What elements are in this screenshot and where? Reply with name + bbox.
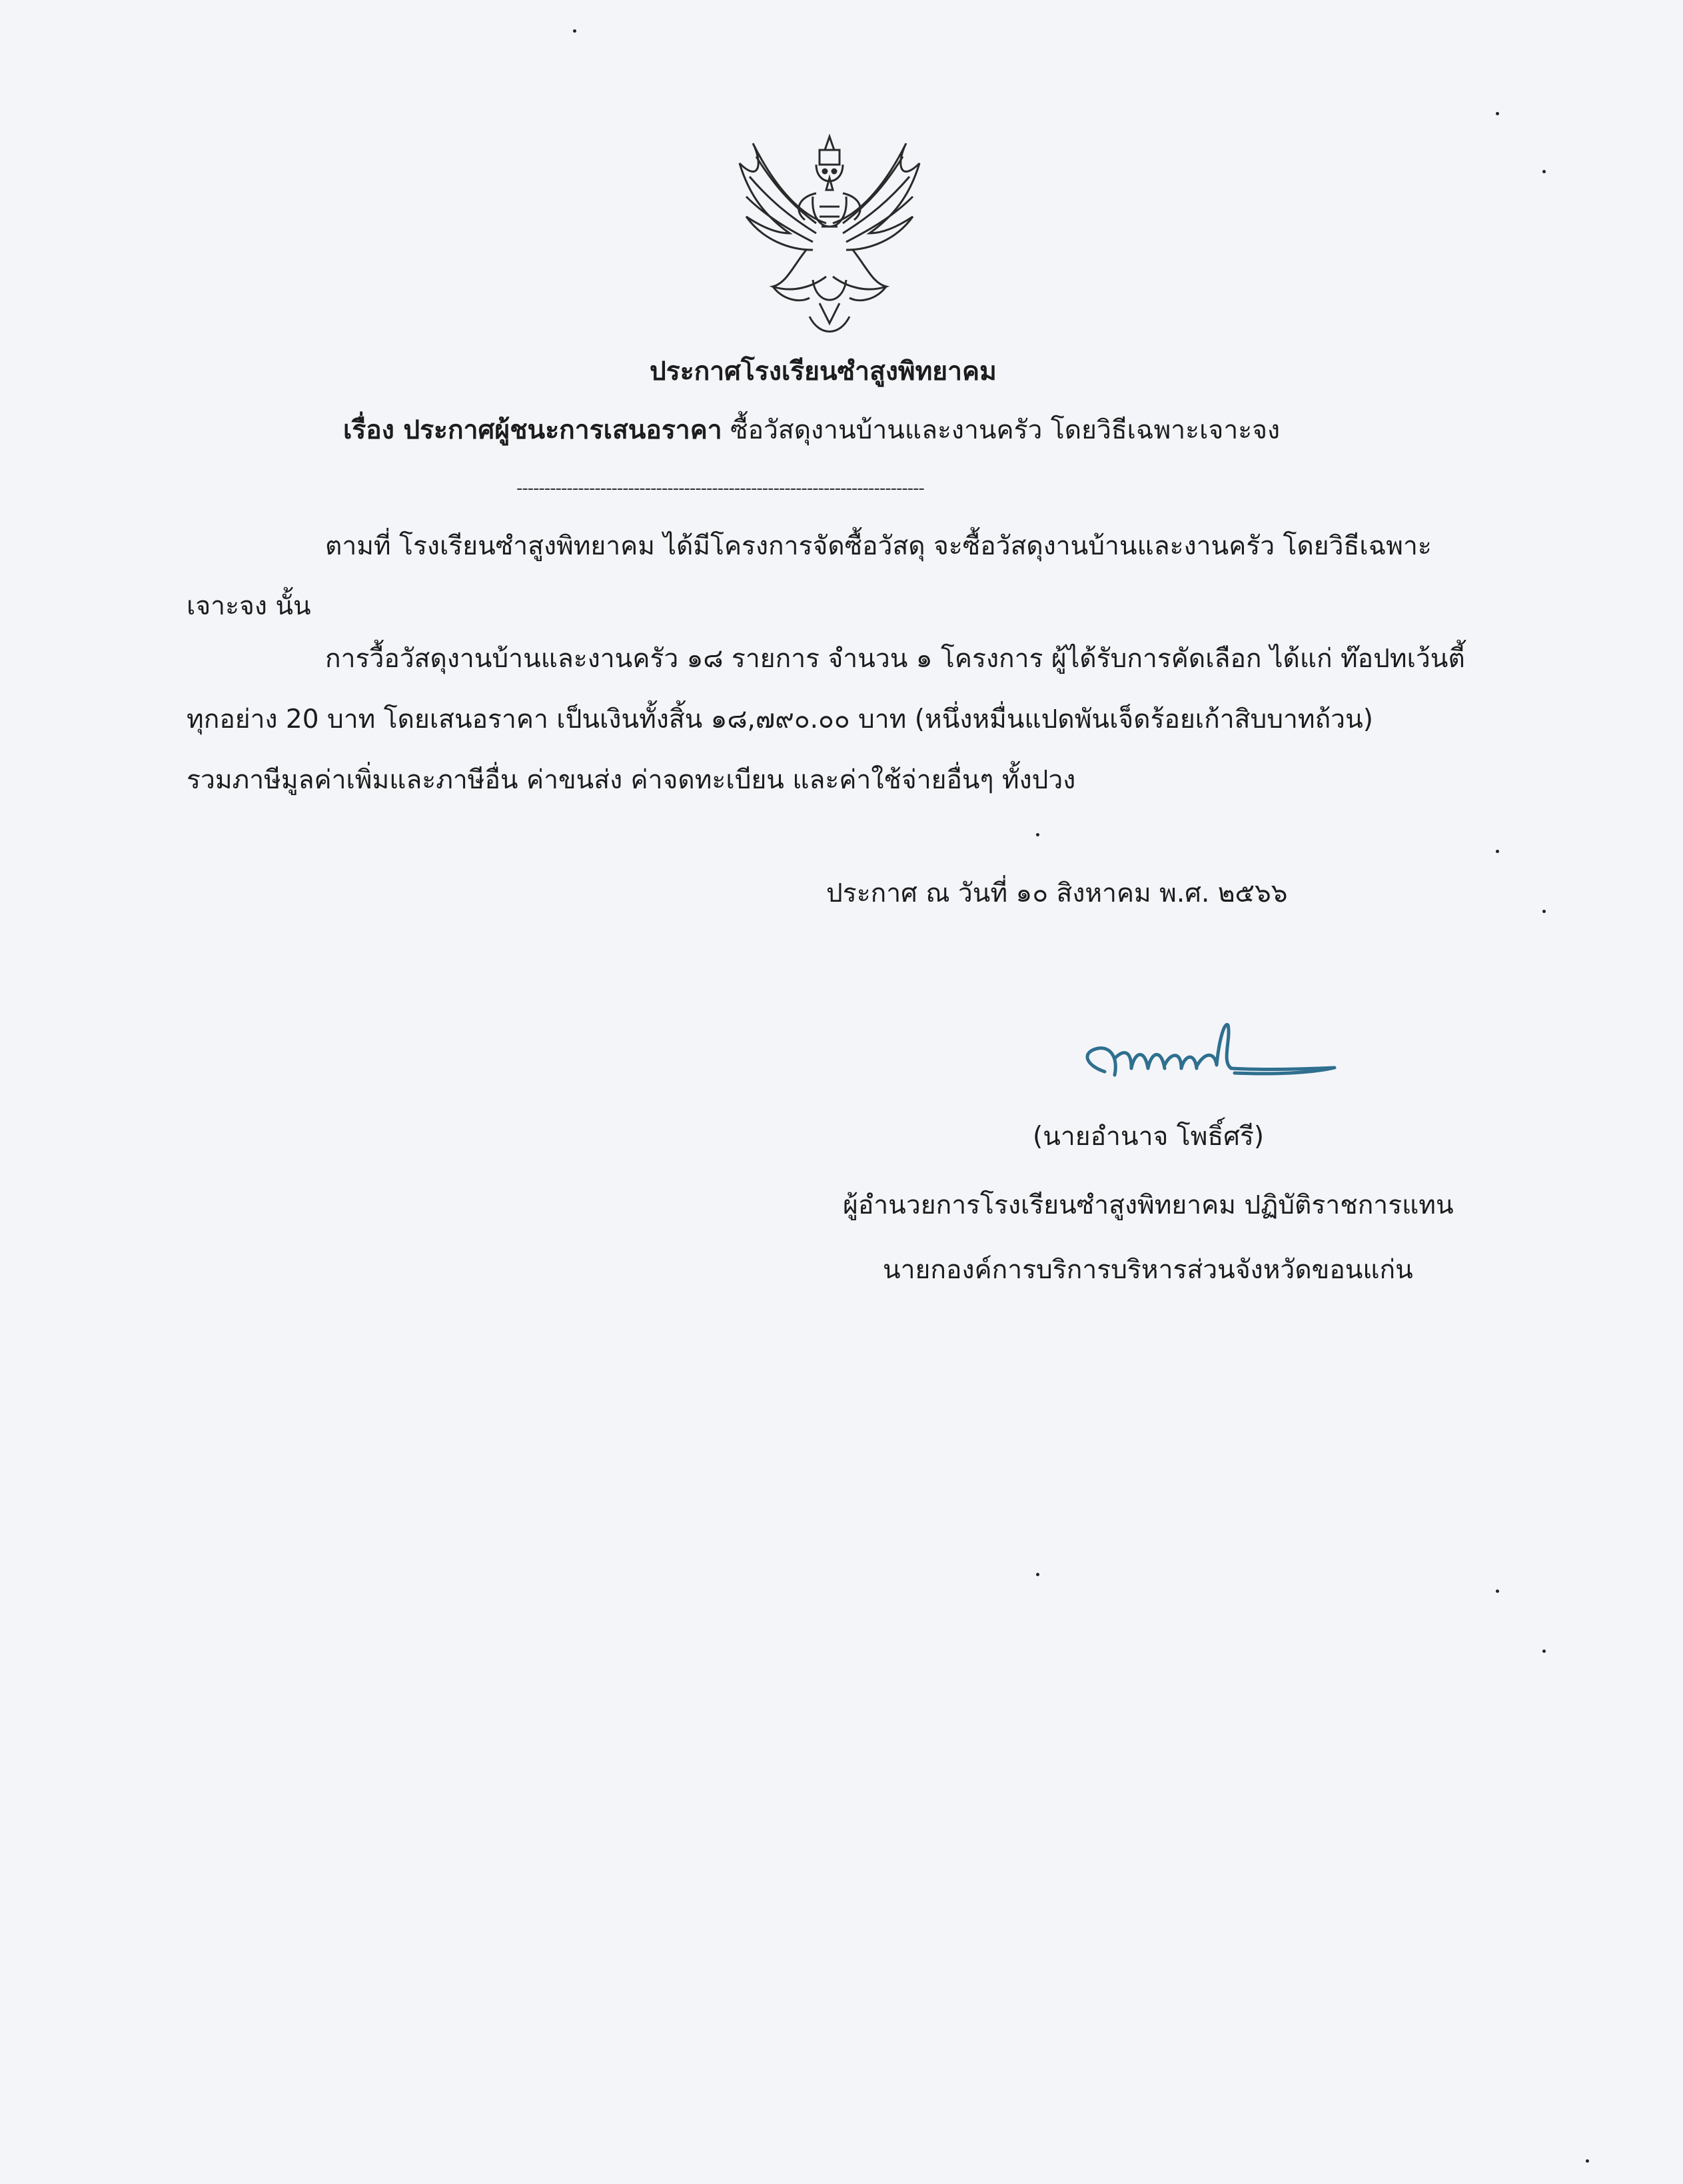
scan-speck	[1496, 850, 1499, 853]
subject-text: ซื้อวัสดุงานบ้านและงานครัว โดยวิธีเฉพาะเจาะจง	[730, 415, 1281, 445]
scan-speck	[1542, 910, 1546, 913]
subject-label: เรื่อง ประกาศผู้ชนะการเสนอราคา	[343, 415, 722, 445]
scan-speck	[1496, 112, 1499, 115]
paragraph-2-line-1: การวื้อวัสดุงานบ้านและงานครัว ๑๘ รายการ จำนวน ๑ โครงการ ผู้ได้รับการคัดเลือก ได้แก่ ท๊อปทเว้นตี้	[325, 644, 1465, 674]
announce-date: ประกาศ ณ วันที่ ๑๐ สิงหาคม พ.ศ. ๒๕๖๖	[826, 878, 1288, 908]
paragraph-1-line-1: ตามที่ โรงเรียนซำสูงพิทยาคม ได้มีโครงการจัดซื้อวัสดุ จะซื้อวัสดุงานบ้านและงานครัว โดยวิธีเฉพาะ	[325, 531, 1432, 561]
paragraph-2-line-3: รวมภาษีมูลค่าเพิ่มและภาษีอื่น ค่าขนส่ง ค่าจดทะเบียน และค่าใช้จ่ายอื่นๆ ทั้งปวง	[187, 765, 1076, 795]
signature-icon	[1065, 1012, 1398, 1092]
document-subject	[343, 413, 1280, 448]
scan-speck	[1542, 170, 1546, 173]
document-title: ประกาศโรงเรียนซำสูงพิทยาคม	[650, 357, 997, 387]
scan-speck	[1542, 1649, 1546, 1653]
signatory-name: (นายอำนาจ โพธิ์ศรี)	[1033, 1122, 1265, 1152]
signatory-position-line-2: นายกองค์การบริการบริหารส่วนจังหวัดขอนแก่น	[883, 1255, 1413, 1285]
paragraph-2-line-2: ทุกอย่าง 20 บาท โดยเสนอราคา เป็นเงินทั้งสิ้น ๑๘,๗๙๐.๐๐ บาท (หนึ่งหมื่นแปดพันเจ็ดร้อยเก้าสิบบาทถ้วน)	[187, 704, 1373, 734]
scan-speck	[1036, 1573, 1039, 1576]
paragraph-1-line-2: เจาะจง นั้น	[187, 591, 311, 621]
scan-speck	[1036, 833, 1039, 836]
scan-speck	[573, 29, 576, 33]
garuda-emblem-icon	[726, 123, 933, 350]
scan-speck	[1496, 1590, 1499, 1593]
signatory-position-line-1: ผู้อำนวยการโรงเรียนซำสูงพิทยาคม ปฏิบัติราชการแทน	[843, 1190, 1454, 1220]
header-divider: -------------------------------------------------------------------------	[516, 479, 924, 499]
scan-speck	[1586, 2159, 1589, 2163]
